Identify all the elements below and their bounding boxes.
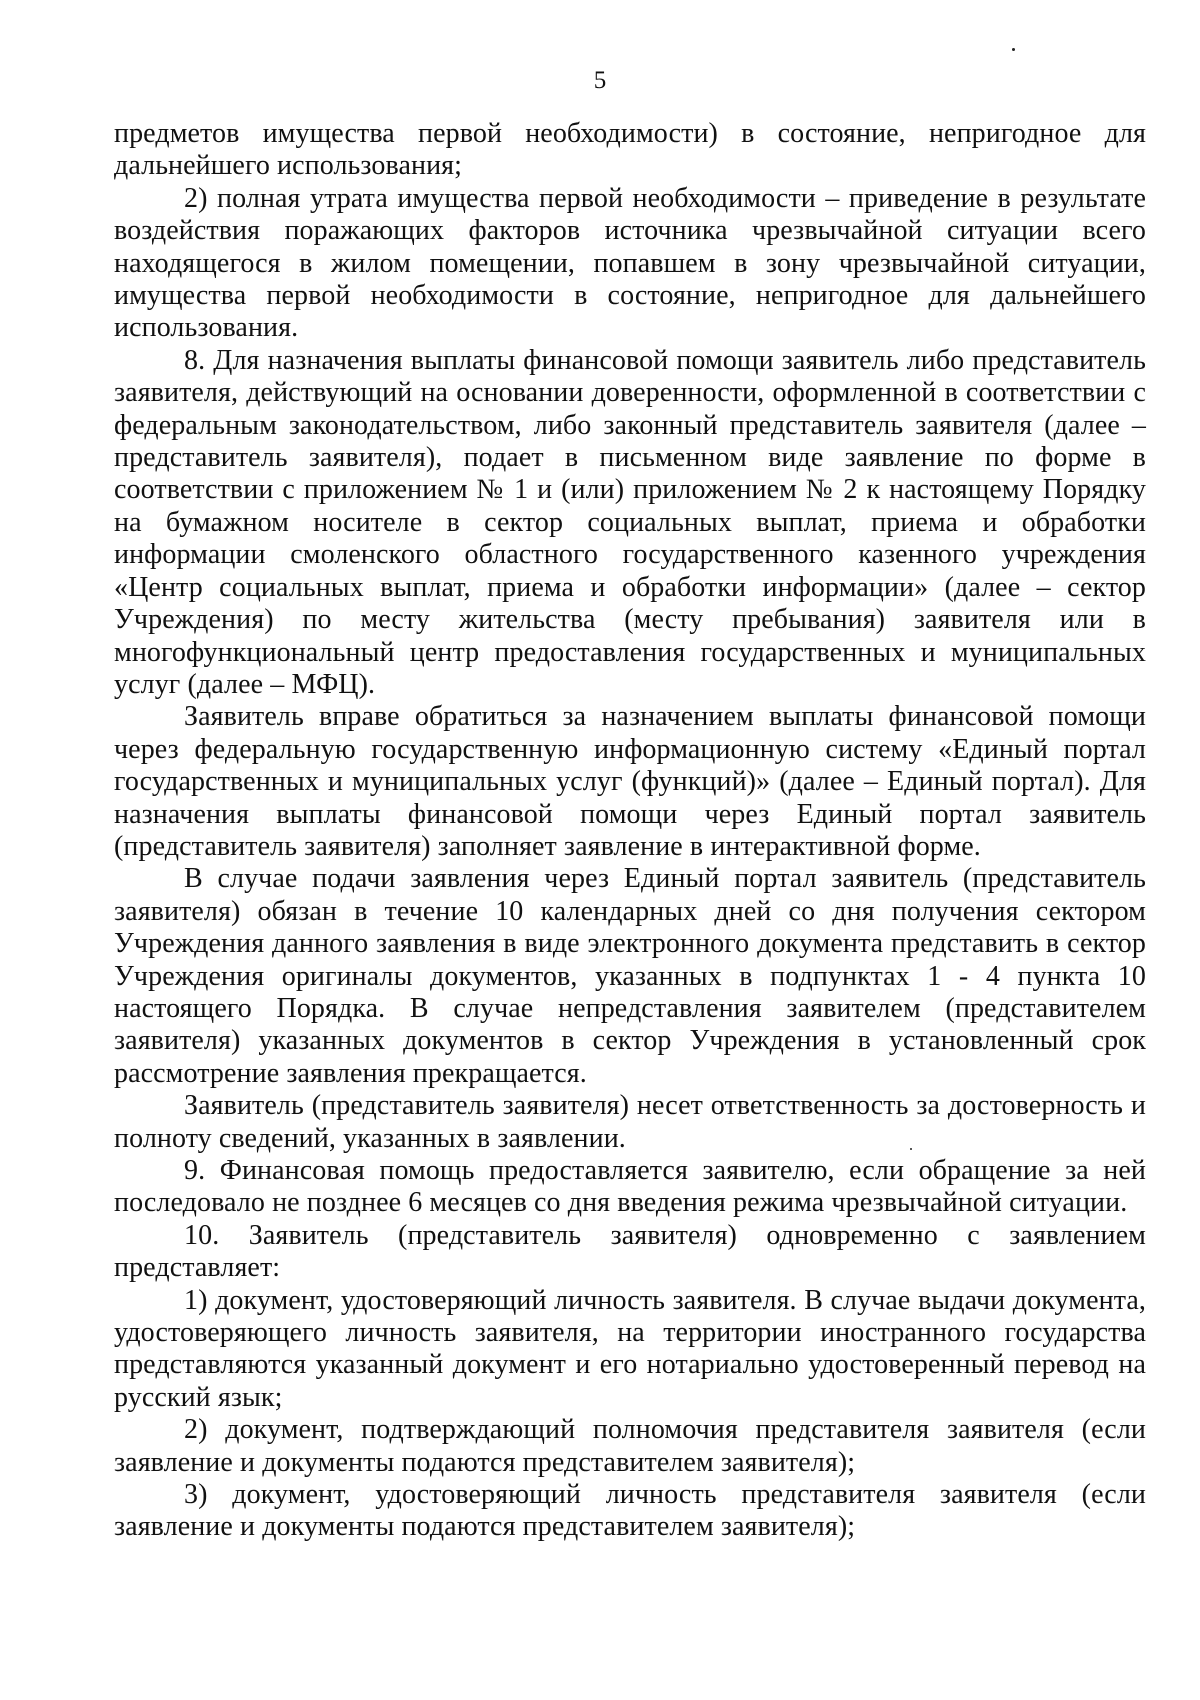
paragraph-responsibility: Заявитель (представитель заявителя) несет ответственность за достоверность и полноту сведений, указанных в заявлении.	[114, 1090, 1146, 1154]
scan-speck	[910, 1148, 912, 1150]
paragraph-subitem-2-full-loss: 2) полная утрата имущества первой необходимости – приведение в результате воздействия поражающих факторов источника чрезвычайной ситуации всего находящегося в жилом помещении, попавшем в зону чрезвычайной ситуации, имущества первой необходимости в состояние, непригодное для дальнейшего использования.	[114, 182, 1146, 344]
document-body	[114, 118, 1146, 1544]
paragraph-single-portal: Заявитель вправе обратиться за назначением выплаты финансовой помощи через федеральную государственную информационную систему «Единый портал государственных и муниципальных услуг (функций)» (далее – Единый портал). Для назначения выплаты финансовой помощи через Единый портал заявитель (представитель заявителя) заполняет заявление в интерактивной форме.	[114, 701, 1146, 862]
paragraph-doc-2: 2) документ, подтверждающий полномочия представителя заявителя (если заявление и документы подаются представителем заявителя);	[114, 1414, 1146, 1478]
paragraph-item-9: 9. Финансовая помощь предоставляется заявителю, если обращение за ней последовало не позднее 6 месяцев со дня введения режима чрезвычайной ситуации.	[114, 1155, 1146, 1219]
paragraph-item-10: 10. Заявитель (представитель заявителя) одновременно с заявлением представляет:	[114, 1219, 1146, 1284]
paragraph-doc-3: 3) документ, удостоверяющий личность представителя заявителя (если заявление и документы подаются представителем заявителя);	[114, 1479, 1146, 1543]
paragraph-portal-submission: В случае подачи заявления через Единый портал заявитель (представитель заявителя) обязан в течение 10 календарных дней со дня получения сектором Учреждения данного заявления в виде электронного документа представить в сектор Учреждения оригиналы документов, указанных в подпунктах 1 - 4 пункта 10 настоящего Порядка. В случае непредставления заявителем (представителем заявителя) указанных документов в сектор Учреждения в установленный срок рассмотрение заявления прекращается.	[114, 863, 1146, 1089]
page-number: 5	[593, 67, 607, 94]
scan-speck	[1012, 48, 1015, 51]
paragraph-continuation: предметов имущества первой необходимости) в состояние, непригодное для дальнейшего использования;	[114, 118, 1146, 182]
paragraph-item-8: 8. Для назначения выплаты финансовой помощи заявитель либо представитель заявителя, действующий на основании доверенности, оформленной в соответствии с федеральным законодательством, либо законный представитель заявителя (далее – представитель заявителя), подает в письменном виде заявление по форме в соответствии с приложением № 1 и (или) приложением № 2 к настоящему Порядку на бумажном носителе в сектор социальных выплат, приема и обработки информации смоленского областного государственного казенного учреждения «Центр социальных выплат, приема и обработки информации» (далее – сектор Учреждения) по месту жительства (месту пребывания) заявителя или в многофункциональный центр предоставления государственных и муниципальных услуг (далее – МФЦ).	[114, 344, 1146, 700]
paragraph-doc-1: 1) документ, удостоверяющий личность заявителя. В случае выдачи документа, удостоверяющего личность заявителя, на территории иностранного государства представляются указанный документ и его нотариально удостоверенный перевод на русский язык;	[114, 1284, 1146, 1413]
